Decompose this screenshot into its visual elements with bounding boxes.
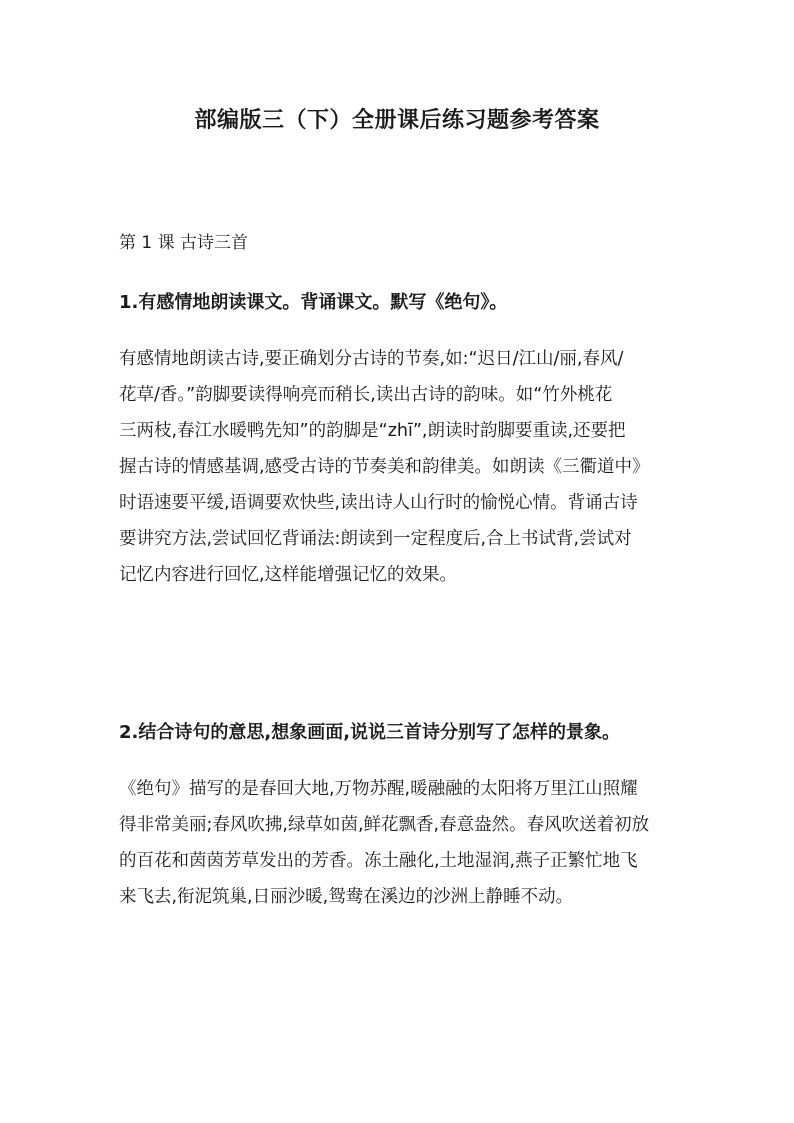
answer-line: 三两枝,春江水暖鸭先知”的韵脚是“zhī”,朗读时韵脚要重读,还要把 <box>119 421 626 441</box>
question-1: 1.有感情地朗读课文。背诵课文。默写《绝句》。 <box>119 292 508 313</box>
answer-line: 时语速要平缓,语调要欢快些,读出诗人山行时的愉悦心情。背诵古诗 <box>119 493 638 513</box>
question-2: 2.结合诗句的意思,想象画面,说说三首诗分别写了怎样的景象。 <box>119 722 621 743</box>
page-title: 部编版三（下）全册课后练习题参考答案 <box>194 108 600 133</box>
answer-line: 有感情地朗读古诗,要正确划分古诗的节奏,如:“迟日/江山/丽,春风/ <box>119 349 624 369</box>
answer-line: 握古诗的情感基调,感受古诗的节奏美和韵律美。如朗读《三衢道中》 <box>119 457 650 477</box>
answer-line: 来飞去,衔泥筑巢,日丽沙暖,鸳鸯在溪边的沙洲上静睡不动。 <box>119 887 574 907</box>
answer-line: 花草/香。”韵脚要读得响亮而稍长,读出古诗的韵味。如“竹外桃花 <box>119 385 613 405</box>
answer-1 <box>119 341 699 593</box>
answer-line: 要讲究方法,尝试回忆背诵法:朗读到一定程度后,合上书试背,尝试对 <box>119 529 632 549</box>
lesson-heading: 第 1 课 古诗三首 <box>119 233 249 253</box>
answer-2 <box>119 771 699 915</box>
answer-line: 《绝句》描写的是春回大地,万物苏醒,暖融融的太阳将万里江山照耀 <box>119 779 638 799</box>
answer-line: 记忆内容进行回忆,这样能增强记忆的效果。 <box>119 565 458 585</box>
answer-line: 得非常美丽;春风吹拂,绿草如茵,鲜花飘香,春意盎然。春风吹送着初放 <box>119 815 650 835</box>
answer-line: 的百花和茵茵芳草发出的芳香。冻土融化,土地湿润,燕子正繁忙地飞 <box>119 851 638 871</box>
